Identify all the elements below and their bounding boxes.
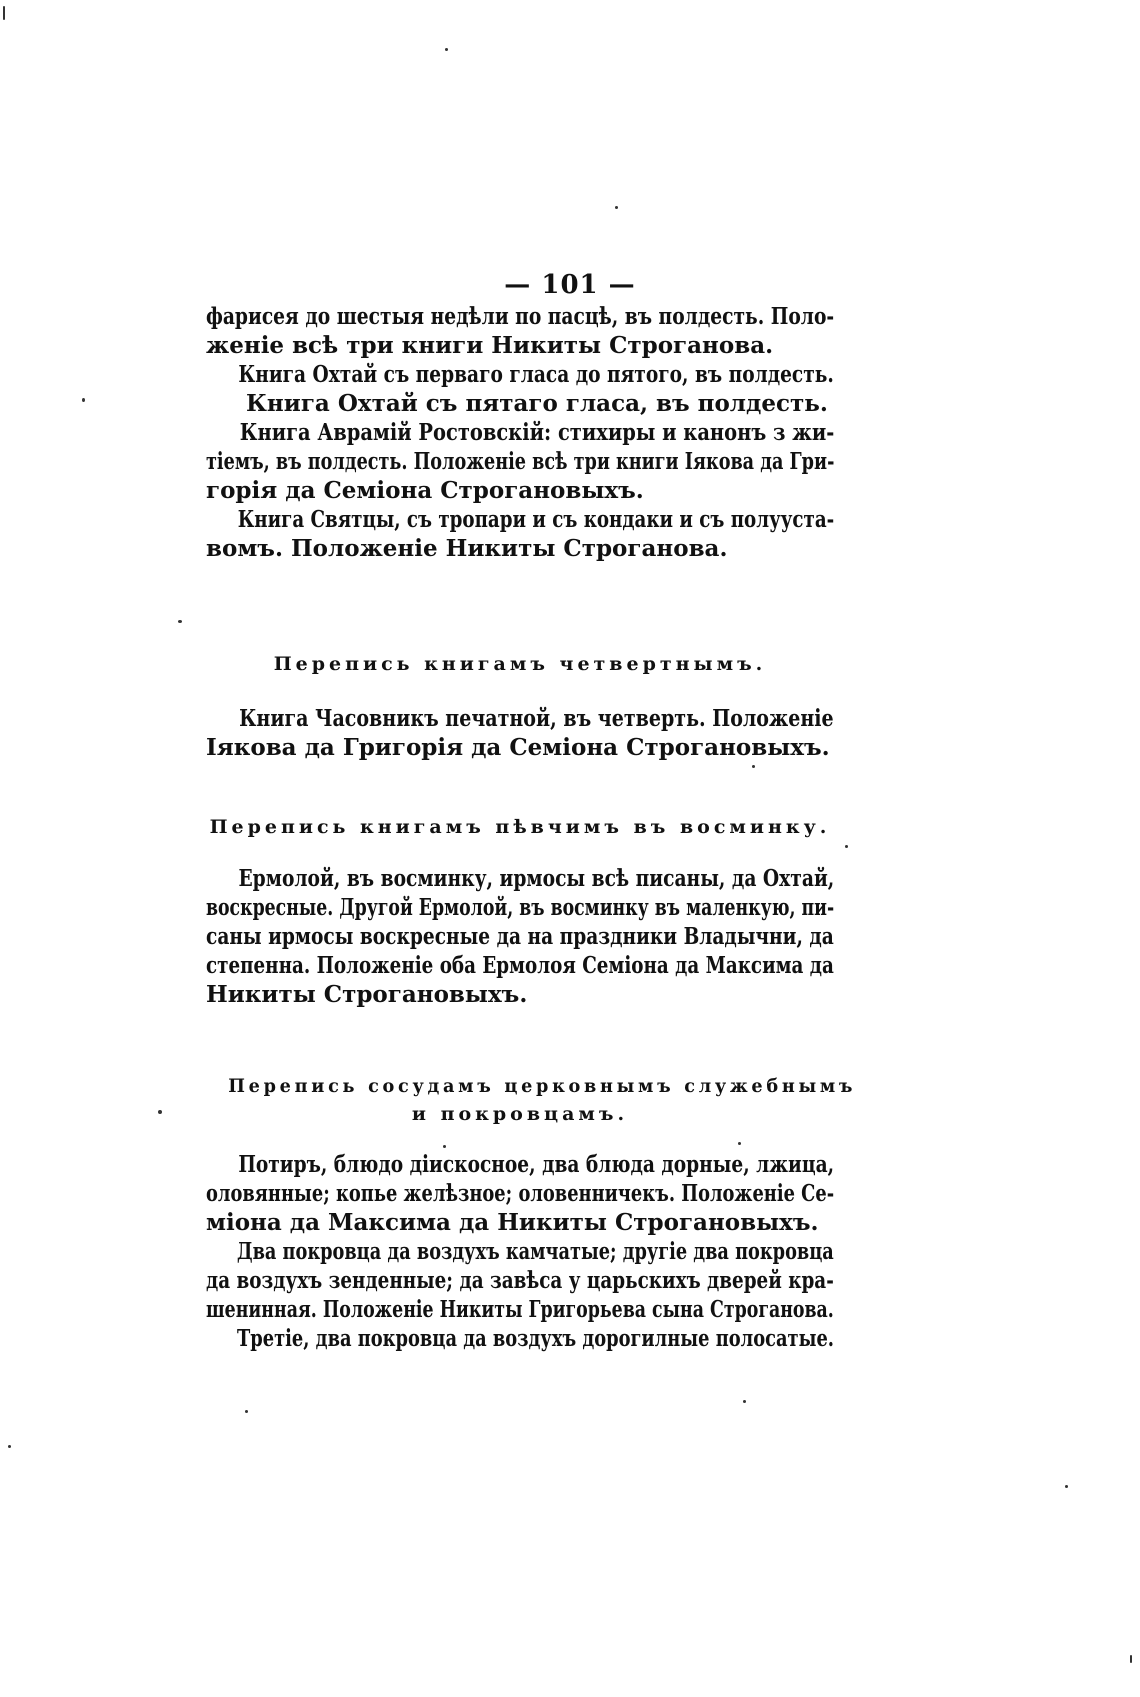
text-line: степенна. Положеніе оба Ермолоя Семіона да Максима да [206, 952, 834, 979]
text-line: шенинная. Положеніе Никиты Григорьева сына Строганова. [206, 1296, 834, 1323]
scan-speck [738, 1142, 741, 1145]
scan-speck [1065, 1485, 1068, 1488]
text-line: Третіе, два покровца да воздухъ дорогилные полосатые. [237, 1325, 835, 1352]
scan-speck [752, 765, 755, 768]
text-line: саны ирмосы воскресные да на праздники Владычни, да [206, 923, 834, 950]
section-body [206, 864, 834, 1009]
text-line: Книга Святцы, съ тропари и съ кондаки и съ полууста- [237, 506, 835, 533]
text-line: да воздухъ зенденные; да завѣса у царьскихъ дверей кра- [206, 1267, 834, 1294]
section-heading-line: Перепись книгамъ четвертнымъ. [273, 653, 767, 675]
text-line: воскресные. Другой Ермолой, въ восминку въ маленкую, пи- [206, 894, 835, 921]
scan-speck [245, 1410, 248, 1413]
page-number: — 101 — [504, 270, 636, 300]
text-line: тіемъ, въ полдесть. Положеніе всѣ три книги Іякова да Гри- [206, 448, 835, 475]
section-heading-line: и покровцамъ. [411, 1103, 629, 1125]
scan-speck [615, 206, 618, 209]
scan-speck [445, 48, 448, 51]
scan-speck [82, 398, 85, 402]
text-line: Ермолой, въ восминку, ирмосы всѣ писаны, да Охтай, [238, 865, 835, 892]
text-line: оловянные; копье желѣзное; оловенничекъ. Положеніе Се- [206, 1180, 835, 1207]
text-line: фарисея до шестыя недѣли по пасцѣ, въ полдесть. Поло- [206, 303, 835, 330]
text-line: Книга Аврамій Ростовскій: стихиры и канонъ з жи- [239, 419, 835, 446]
text-line: Книга Охтай съ пятаго гласа, въ полдесть. [246, 390, 828, 417]
text-line: міона да Максима да Никиты Строгановыхъ. [206, 1209, 819, 1236]
scan-speck [3, 6, 5, 20]
text-line: горія да Семіона Строгановыхъ. [206, 477, 644, 504]
text-line: Два покровца да воздухъ камчатые; другіе два покровца [236, 1238, 834, 1265]
scan-speck [845, 845, 848, 848]
opening-paragraphs [206, 302, 834, 563]
section-heading [206, 1072, 857, 1128]
text-line: Потиръ, блюдо діискосное, два блюда дорные, лжица, [238, 1151, 835, 1178]
scan-speck [158, 1110, 162, 1114]
text-line: вомъ. Положеніе Никиты Строганова. [206, 535, 728, 562]
section-body [206, 704, 834, 762]
scan-speck [178, 620, 182, 623]
scan-speck [8, 1445, 11, 1448]
text-line: Книга Охтай съ перваго гласа до пятого, въ полдесть. [238, 361, 834, 388]
text-line: Книга Часовникъ печатной, въ четверть. Положеніе [239, 705, 834, 732]
text-line: Іякова да Григорія да Семіона Строгановыхъ. [206, 734, 830, 761]
text-line: Никиты Строгановыхъ. [206, 981, 528, 1008]
scan-speck [743, 1400, 746, 1403]
section-body [206, 1150, 834, 1353]
scan-speck [1130, 1655, 1132, 1663]
text-line: женіе всѣ три книги Никиты Строганова. [206, 332, 774, 359]
section-heading [206, 813, 834, 841]
section-heading-line: Перепись книгамъ пѣвчимъ въ восминку. [209, 816, 831, 838]
section-heading [206, 650, 834, 678]
section-heading-line: Перепись сосудамъ церковнымъ служебнымъ [228, 1075, 857, 1097]
scan-speck [443, 1145, 446, 1148]
